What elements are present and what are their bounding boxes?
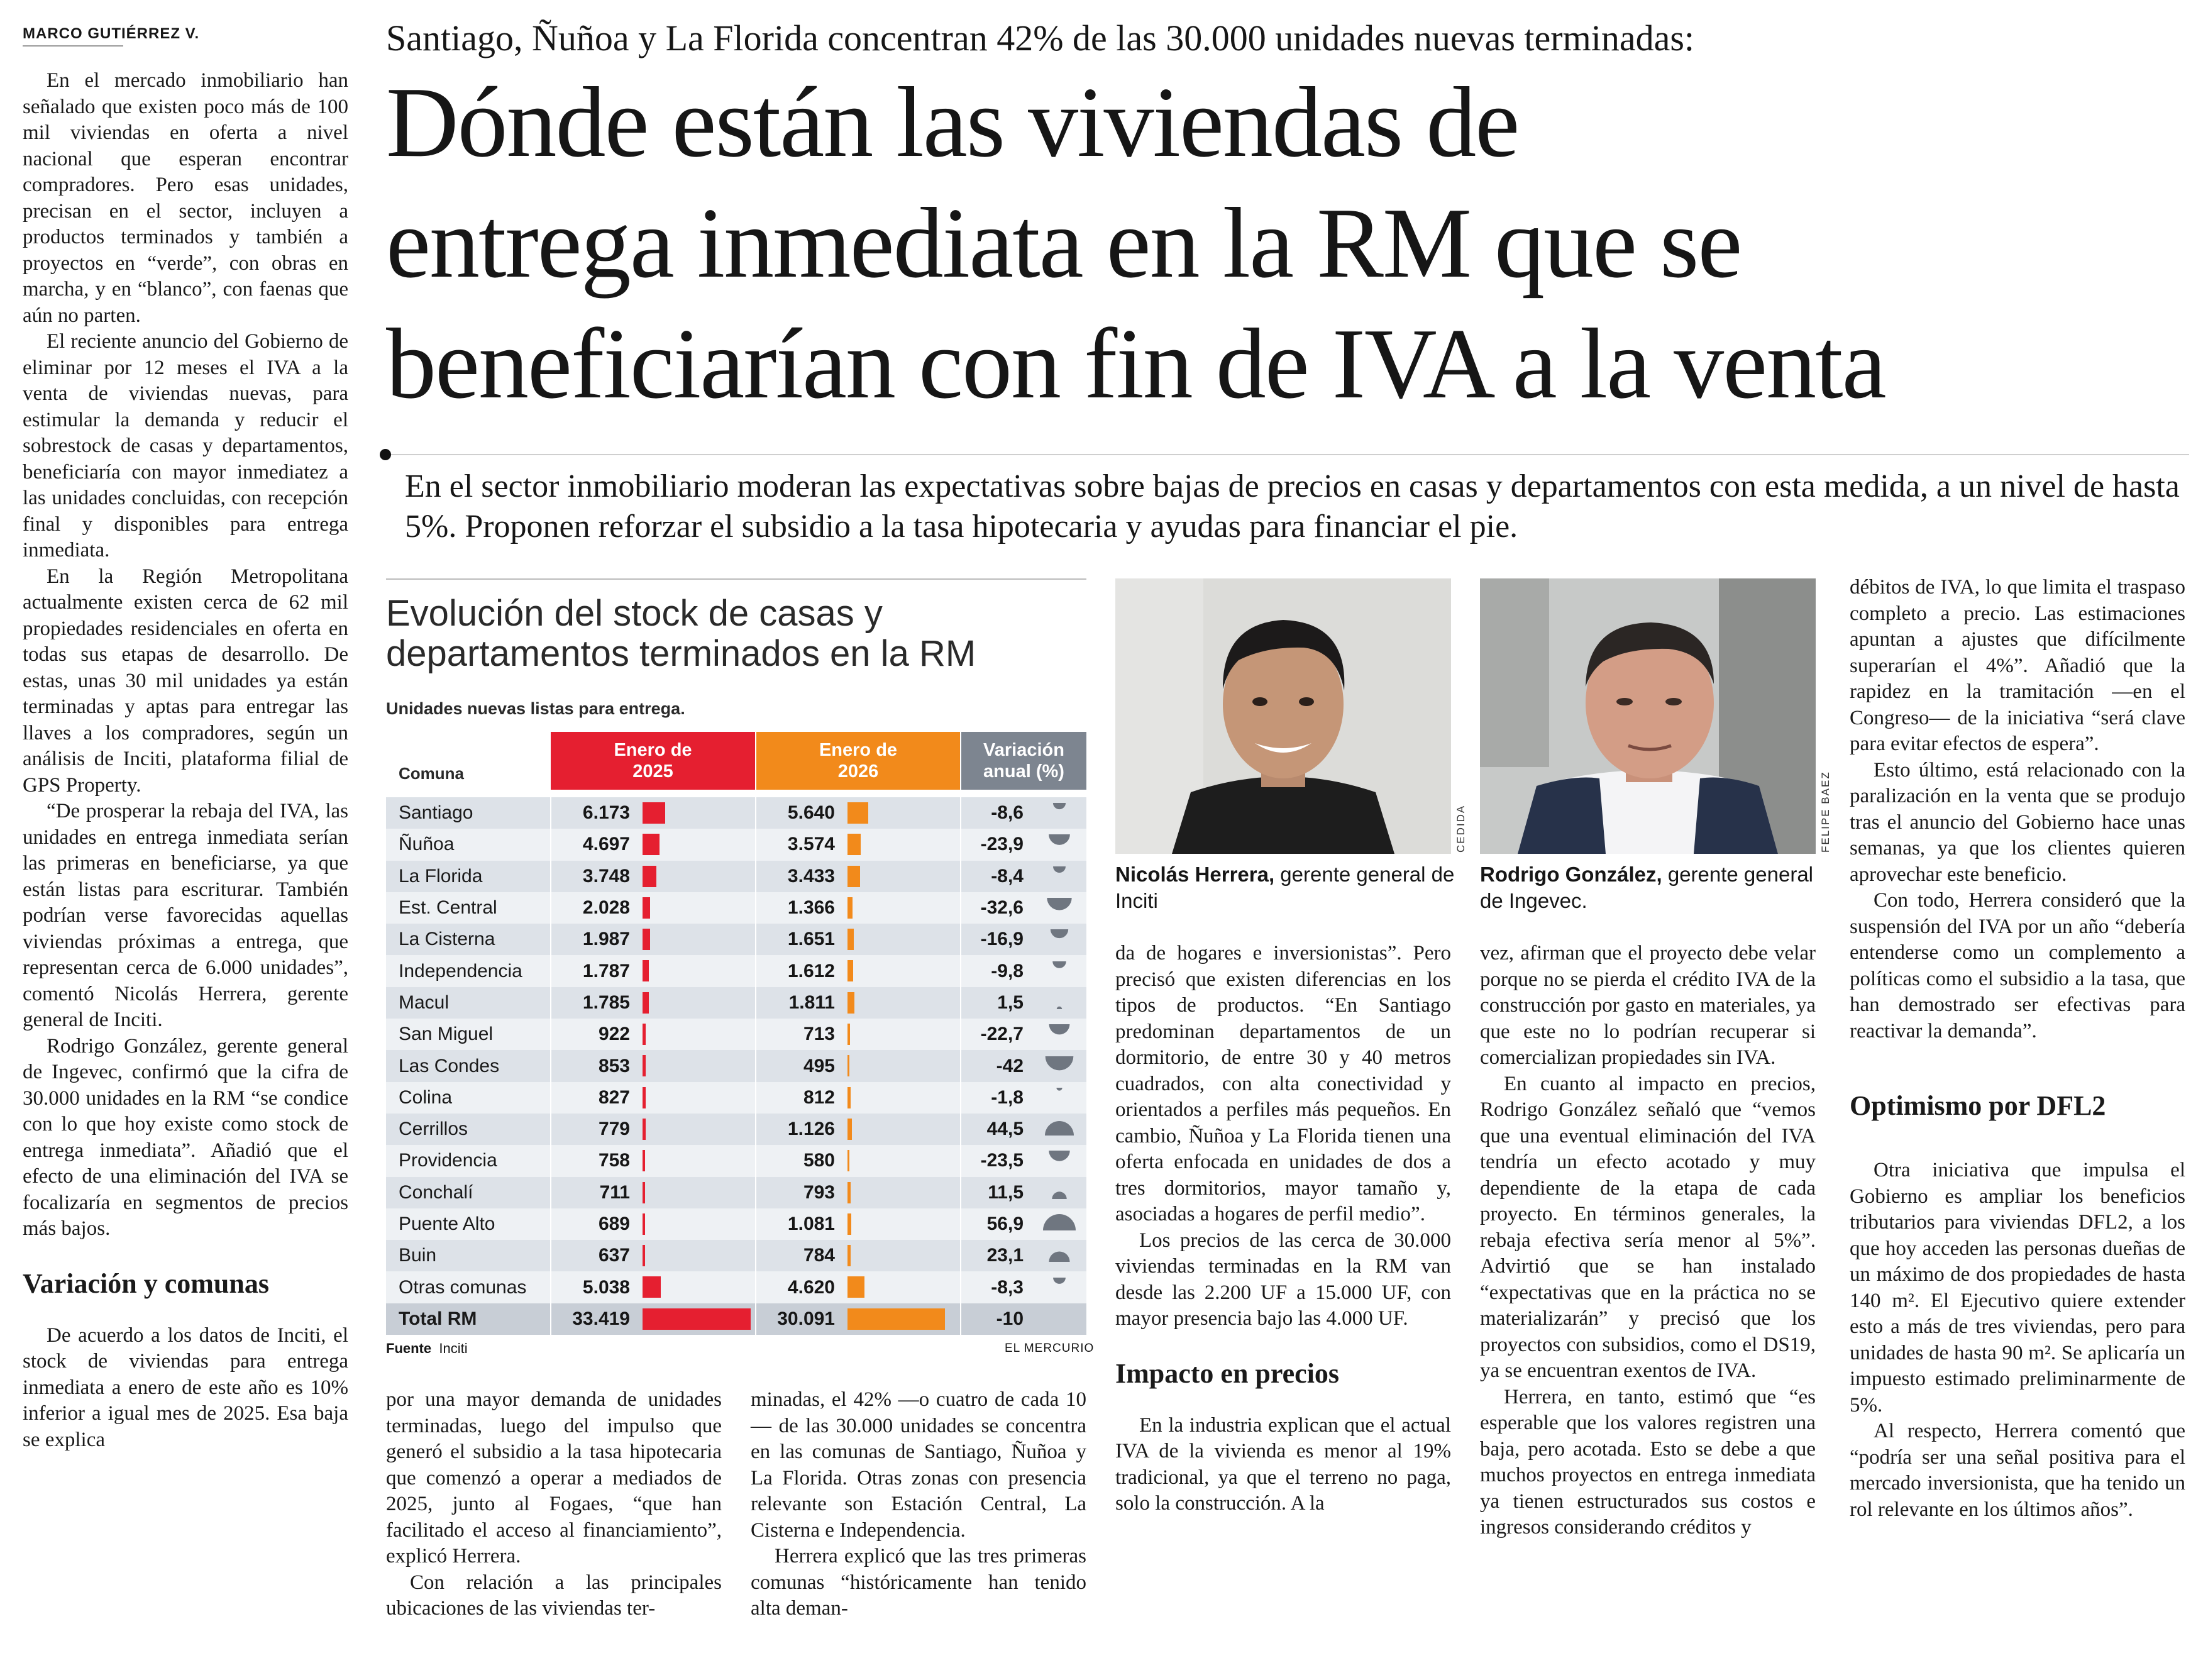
bar-2026 xyxy=(847,1245,851,1266)
comuna-name: La Florida xyxy=(386,861,551,892)
bar-2025 xyxy=(643,929,650,950)
bar-2025 xyxy=(643,897,650,919)
variation-value: 1,5 xyxy=(961,987,1032,1019)
comuna-name: Puente Alto xyxy=(386,1208,551,1240)
comuna-name: Conchalí xyxy=(386,1177,551,1208)
value-2026: 1.366 xyxy=(756,892,844,924)
variation-semicircle-cell xyxy=(1032,1019,1086,1050)
variation-value: -8,6 xyxy=(961,797,1032,829)
variation-semicircle xyxy=(1041,924,1078,949)
variation-semicircle xyxy=(1041,1209,1078,1234)
value-2026: 5.640 xyxy=(756,797,844,829)
bar-2025 xyxy=(643,1245,645,1266)
variation-value: -23,5 xyxy=(961,1145,1032,1176)
photo-credit-1: CEDIDA xyxy=(1455,804,1467,853)
variation-semicircle xyxy=(1041,798,1078,823)
bar-cell-2026 xyxy=(844,1177,961,1208)
bar-cell-2025 xyxy=(639,861,756,892)
value-2026: 713 xyxy=(756,1019,844,1050)
paragraph: En el mercado inmobiliario han señalado que existen poco más de 100 mil viviendas en oferta a nivel nacional que esperan encontrar compradores. Pero esas unidades, precisan en el sector, incluyen a productos terminados y también a proyectos en “verde”, con obras en marcha, y en “blanco”, con faenas que aún no parten. xyxy=(23,69,348,327)
value-2025: 33.419 xyxy=(551,1303,639,1335)
table-total-row xyxy=(386,1303,1086,1335)
variation-value: -32,6 xyxy=(961,892,1032,924)
variation-semicircle-cell xyxy=(1032,829,1086,860)
value-2026: 580 xyxy=(756,1145,844,1176)
variation-value: -42 xyxy=(961,1050,1032,1081)
bar-cell-2025 xyxy=(639,1082,756,1114)
value-2025: 922 xyxy=(551,1019,639,1050)
variation-semicircle xyxy=(1041,1114,1078,1139)
bar-cell-2026 xyxy=(844,1019,961,1050)
bar-2026 xyxy=(847,1213,851,1235)
bar-cell-2026 xyxy=(844,1145,961,1176)
paragraph: Herrera explicó que las tres primeras comunas “históricamente han tenido alta deman- xyxy=(751,1545,1086,1620)
bar-2026 xyxy=(847,992,854,1014)
variation-semicircle-cell xyxy=(1032,1208,1086,1240)
variation-semicircle-cell xyxy=(1032,1177,1086,1208)
bar-2025 xyxy=(643,1308,751,1330)
table-row xyxy=(386,987,1086,1019)
variation-semicircle xyxy=(1041,1146,1078,1171)
bar-2026 xyxy=(847,802,868,824)
variation-value: 44,5 xyxy=(961,1114,1032,1145)
chart-title: Evolución del stock de casas y departamentos terminados en la RM xyxy=(386,593,976,674)
caption-name: Nicolás Herrera, xyxy=(1115,863,1275,886)
comuna-name: Colina xyxy=(386,1082,551,1114)
value-2025: 3.748 xyxy=(551,861,639,892)
variation-semicircle-cell xyxy=(1032,1240,1086,1271)
bar-cell-2025 xyxy=(639,1177,756,1208)
photo-caption-2 xyxy=(1480,861,1822,914)
dek: En el sector inmobiliario moderan las expectativas sobre bajas de precios en casas y departamentos con esta medida, a un nivel de hasta 5%. Proponen reforzar el subsidio a la tasa hipotecaria y ayudas para financiar el pie. xyxy=(405,468,2180,544)
kicker: Santiago, Ñuñoa y La Florida concentran 42% de las 30.000 unidades nuevas terminadas: xyxy=(386,18,1695,58)
table-row xyxy=(386,797,1086,829)
value-2026: 812 xyxy=(756,1082,844,1114)
value-2026: 1.651 xyxy=(756,924,844,955)
bar-cell-2026 xyxy=(844,1082,961,1114)
variation-value: -8,3 xyxy=(961,1271,1032,1303)
variation-semicircle xyxy=(1041,893,1078,918)
bar-cell-2025 xyxy=(639,1271,756,1303)
bar-2026 xyxy=(847,1087,851,1108)
semicircle-down xyxy=(1051,929,1068,938)
value-2025: 6.173 xyxy=(551,797,639,829)
variation-semicircle xyxy=(1041,829,1078,854)
chart-source xyxy=(386,1340,468,1357)
table-row xyxy=(386,892,1086,924)
value-2025: 4.697 xyxy=(551,829,639,860)
paragraph: Con todo, Herrera consideró que la suspensión del IVA por un año “debería entenderse como un complemento a políticas como el subsidio a la tasa, que han demostrado ser efectivas para reactivar la demanda”. xyxy=(1850,889,2185,1042)
paragraph: Otra iniciativa que impulsa el Gobierno es ampliar los beneficios tributarios para viviendas DFL2, a los que hoy acceden las personas dueñas de un máximo de dos propiedades de hasta 140 m². El Ejecutivo quiere extender esto a más de tres viviendas, pero para unidades de hasta 90 m². Se aplicaría un impuesto estimado preliminarmente de 5%. xyxy=(1850,1159,2185,1417)
caption-name: Rodrigo González, xyxy=(1480,863,1662,886)
paragraph: El reciente anuncio del Gobierno de eliminar por 12 meses el IVA a la venta de viviendas nuevas, para estimular la demanda y reducir el sobrestock de casas y departamentos, beneficiaría con mayor inmediatez a las unidades concluidas, con recepción final y disponibles para entrega inmediata. xyxy=(23,330,348,561)
table-row xyxy=(386,1177,1086,1208)
bar-cell-2025 xyxy=(639,829,756,860)
variation-value: -22,7 xyxy=(961,1019,1032,1050)
bar-cell-2026 xyxy=(844,797,961,829)
bar-2025 xyxy=(643,1055,646,1076)
col-header-variacion: Variación anual (%) xyxy=(961,732,1086,790)
col-header-2026: Enero de 2026 xyxy=(756,732,961,790)
subheading: Impacto en precios xyxy=(1115,1357,1340,1389)
paragraph: da de hogares e inversionistas”. Pero precisó que existen diferencias en los tipos de productos. “En Santiago predominan departamentos de un dormitorio, de entre 30 y 40 metros cuadrados, con alta conectividad y orientados a perfiles más pequeños. En cambio, Ñuñoa y La Florida tienen una oferta enfocada en unidades de dos a tres dormitorios, mayor tamaño y, asociadas a hogares de perfil medio”. xyxy=(1115,942,1451,1225)
semicircle-down xyxy=(1046,1056,1074,1070)
bar-cell-2025 xyxy=(639,1240,756,1271)
value-2025: 637 xyxy=(551,1240,639,1271)
bar-cell-2025 xyxy=(639,1145,756,1176)
headline-line: beneficiarían con fin de IVA a la venta xyxy=(386,307,1885,419)
value-2025: 779 xyxy=(551,1114,639,1145)
semicircle-up xyxy=(1052,1191,1066,1199)
variation-semicircle-cell xyxy=(1032,1271,1086,1303)
variation-semicircle xyxy=(1041,956,1078,981)
bar-cell-2026 xyxy=(844,955,961,986)
semicircle-down xyxy=(1053,1278,1066,1284)
paragraph: Con relación a las principales ubicaciones de las viviendas ter- xyxy=(386,1571,722,1620)
table-row xyxy=(386,1240,1086,1271)
value-2026: 1.081 xyxy=(756,1208,844,1240)
variation-semicircle xyxy=(1041,861,1078,887)
bar-cell-2026 xyxy=(844,1114,961,1145)
variation-semicircle xyxy=(1041,1051,1078,1076)
semicircle-down xyxy=(1056,1088,1062,1091)
variation-semicircle-cell xyxy=(1032,1303,1086,1335)
bar-cell-2026 xyxy=(844,829,961,860)
column-4 xyxy=(751,1387,1086,1622)
variation-semicircle xyxy=(1041,1241,1078,1266)
bar-2025 xyxy=(643,1087,646,1108)
source-name: Inciti xyxy=(439,1340,468,1356)
variation-semicircle xyxy=(1041,1083,1078,1108)
bar-2025 xyxy=(643,1119,646,1140)
value-2025: 827 xyxy=(551,1082,639,1114)
paragraph: por una mayor demanda de unidades terminadas, luego del impulso que generó el subsidio a la tasa hipotecaria que comenzó a operar a mediados de 2025, junto al Fogaes, “que han facilitado el acceso al financiamiento”, explicó Herrera. xyxy=(386,1388,722,1567)
bar-2026 xyxy=(847,1024,850,1045)
table-row xyxy=(386,1019,1086,1050)
bar-2026 xyxy=(847,834,861,855)
headline-line: entrega inmediata en la RM que se xyxy=(386,187,1742,299)
bar-cell-2026 xyxy=(844,892,961,924)
paragraph: Herrera, en tanto, estimó que “es esperable que los valores registren una baja, pero acotada. Esto se debe a que muchos proyectos en entrega inmediata ya tienen estructurados sus costos e ingresos considerando créditos y xyxy=(1480,1385,1816,1539)
photo-credit-2: FELIPE BAEZ xyxy=(1819,771,1831,853)
bar-2025 xyxy=(643,1024,646,1045)
bar-cell-2025 xyxy=(639,987,756,1019)
value-2026: 1.811 xyxy=(756,987,844,1019)
value-2026: 3.433 xyxy=(756,861,844,892)
bar-2025 xyxy=(643,1213,645,1235)
photo-nicolas-herrera xyxy=(1115,578,1451,854)
comuna-name: Ñuñoa xyxy=(386,829,551,860)
variation-semicircle-cell xyxy=(1032,987,1086,1019)
chart-subtitle: Unidades nuevas listas para entrega. xyxy=(386,699,685,718)
variation-semicircle-cell xyxy=(1032,1082,1086,1114)
bar-cell-2026 xyxy=(844,987,961,1019)
paragraph: débitos de IVA, lo que limita el traspaso completo a precio. Las estimaciones apuntan a ajustes que difícilmente superarían el 4%”. Añadió que la rapidez en la tramitación —en el Congreso— de la iniciativa “será clave para evitar efectos de espera”. xyxy=(1850,576,2185,755)
caption-role: gerente general de Inciti xyxy=(1115,863,1455,912)
chart-brand: EL MERCURIO xyxy=(1005,1342,1095,1355)
value-2025: 853 xyxy=(551,1050,639,1081)
table-row xyxy=(386,1050,1086,1081)
column-3 xyxy=(386,1387,722,1622)
paragraph: En cuanto al impacto en precios, Rodrigo González señaló que “vemos que una eventual eliminación del IVA tendría un efecto acotado y muy dependiente de la etapa de cada proyecto. En términos generales, la rebaja efectiva sería menor al 5%”. Advirtió que se han instalado “expectativas que en la práctica no se materializarán” y precisó que los proyectos con subsidios, como el DS19, ya se encuentran exentos de IVA. xyxy=(1480,1072,1816,1382)
bar-cell-2026 xyxy=(844,1303,961,1335)
variation-value: -23,9 xyxy=(961,829,1032,860)
bar-2026 xyxy=(847,866,860,887)
table-row xyxy=(386,1145,1086,1176)
value-2025: 1.987 xyxy=(551,924,639,955)
comuna-name: Las Condes xyxy=(386,1050,551,1081)
comuna-name: Buin xyxy=(386,1240,551,1271)
bar-cell-2026 xyxy=(844,1208,961,1240)
bar-2026 xyxy=(847,897,853,919)
comuna-name: Santiago xyxy=(386,797,551,829)
variation-value: -1,8 xyxy=(961,1082,1032,1114)
table-row xyxy=(386,829,1086,860)
value-2025: 1.785 xyxy=(551,987,639,1019)
comuna-name: La Cisterna xyxy=(386,924,551,955)
variation-semicircle xyxy=(1041,1178,1078,1203)
byline: MARCO GUTIÉRREZ V. xyxy=(23,25,200,42)
variation-value: 56,9 xyxy=(961,1208,1032,1240)
bar-2025 xyxy=(643,960,649,981)
source-label: Fuente xyxy=(386,1340,432,1356)
dek-bullet xyxy=(380,449,391,460)
value-2026: 793 xyxy=(756,1177,844,1208)
bar-cell-2025 xyxy=(639,955,756,986)
variation-semicircle-cell xyxy=(1032,1050,1086,1081)
value-2026: 1.126 xyxy=(756,1114,844,1145)
bar-2026 xyxy=(847,1150,849,1171)
bar-cell-2025 xyxy=(639,1050,756,1081)
paragraph: En la Región Metropolitana actualmente existen cerca de 62 mil propiedades residenciales en oferta en todas sus etapas de desarrollo. De estas, unas 30 mil unidades ya están terminadas y aptas para entregar las llaves a los compradores, según un análisis de Inciti, plataforma filial de GPS Property. xyxy=(23,565,348,797)
comuna-name: Cerrillos xyxy=(386,1114,551,1145)
chart-top-rule xyxy=(386,578,1086,580)
variation-semicircle-cell xyxy=(1032,1145,1086,1176)
table-row xyxy=(386,955,1086,986)
variation-semicircle-cell xyxy=(1032,924,1086,955)
headline-line: Dónde están las viviendas de xyxy=(386,66,1519,178)
photo-rodrigo-gonzalez xyxy=(1480,578,1816,854)
semicircle-up xyxy=(1043,1214,1076,1230)
value-2026: 495 xyxy=(756,1050,844,1081)
semicircle-up xyxy=(1057,1007,1062,1009)
bar-cell-2026 xyxy=(844,1271,961,1303)
variation-semicircle-cell xyxy=(1032,1114,1086,1145)
bar-2025 xyxy=(643,1182,645,1203)
comuna-name: Otras comunas xyxy=(386,1271,551,1303)
subheading: Optimismo por DFL2 xyxy=(1850,1090,2106,1121)
paragraph: Rodrigo González, gerente general de Ingevec, confirmó que la cifra de 30.000 unidades en la RM “se condice con lo que hoy existe como stock de entrega inmediata”. Añadió que el efecto de una eliminación del IVA se focalizaría en segmentos de precios más bajos. xyxy=(23,1034,348,1240)
bar-cell-2025 xyxy=(639,892,756,924)
variation-semicircle xyxy=(1041,1273,1078,1298)
paragraph: En la industria explican que el actual IVA de la vivienda es menor al 19% tradicional, ya que el terreno no paga, solo la construcción. A la xyxy=(1115,1413,1451,1515)
dek-rule xyxy=(391,454,2189,455)
comuna-name: Est. Central xyxy=(386,892,551,924)
semicircle-up xyxy=(1049,1252,1069,1263)
bar-cell-2025 xyxy=(639,1303,756,1335)
table-row xyxy=(386,1208,1086,1240)
comuna-name: Total RM xyxy=(386,1303,551,1335)
value-2025: 5.038 xyxy=(551,1271,639,1303)
semicircle-down xyxy=(1053,866,1066,873)
table-row xyxy=(386,861,1086,892)
column-5 xyxy=(1115,941,1451,1517)
value-2025: 1.787 xyxy=(551,955,639,986)
table-row xyxy=(386,1114,1086,1145)
semicircle-up xyxy=(1045,1121,1074,1136)
photo-caption-1 xyxy=(1115,861,1457,914)
value-2026: 30.091 xyxy=(756,1303,844,1335)
value-2026: 784 xyxy=(756,1240,844,1271)
variation-semicircle xyxy=(1041,1019,1078,1044)
variation-semicircle xyxy=(1041,988,1078,1013)
bar-2026 xyxy=(847,960,853,981)
paragraph: Al respecto, Herrera comentó que “podría ser una señal positiva para el mercado inversionista, que ha tenido un rol relevante en los últimos años”. xyxy=(1850,1420,2185,1521)
stock-table xyxy=(386,732,1086,1335)
paragraph: vez, afirman que el proyecto debe velar porque no se pierda el crédito IVA de la construcción por gasto en materiales, ya que este no lo podrían recuperar si comercializan propiedades sin IVA. xyxy=(1480,942,1816,1069)
paragraph: “De prosperar la rebaja del IVA, las unidades en entrega inmediata serían las primeras en beneficiarse, ya que están listas para escriturar. También podrían verse favorecidas aquellas viviendas próximas a entrega, que representan cerca de 6.000 unidades”, comentó Nicolás Herrera, gerente general de Inciti. xyxy=(23,800,348,1031)
bar-cell-2026 xyxy=(844,861,961,892)
variation-semicircle-cell xyxy=(1032,892,1086,924)
value-2025: 689 xyxy=(551,1208,639,1240)
comuna-name: Independencia xyxy=(386,955,551,986)
semicircle-down xyxy=(1047,898,1071,910)
variation-value: -16,9 xyxy=(961,924,1032,955)
bar-2025 xyxy=(643,834,660,855)
semicircle-down xyxy=(1049,1151,1069,1161)
column-6 xyxy=(1480,941,1816,1541)
variation-value: -9,8 xyxy=(961,955,1032,986)
variation-value: -8,4 xyxy=(961,861,1032,892)
variation-semicircle-cell xyxy=(1032,797,1086,829)
bar-2026 xyxy=(847,1182,851,1203)
paragraph: Esto último, está relacionado con la paralización en la venta que se produjo tras el anuncio del Gobierno hace unas semanas, ya que los clientes quieren aprovechar este beneficio. xyxy=(1850,758,2185,886)
byline-rule xyxy=(23,45,123,47)
subheading: Variación y comunas xyxy=(23,1268,269,1299)
bar-2026 xyxy=(847,1308,945,1330)
bar-cell-2026 xyxy=(844,924,961,955)
paragraph: Los precios de las cerca de 30.000 viviendas terminadas en la RM van desde las 2.200 UF a 15.000 UF, con mayor presencia bajo las 4.000 UF. xyxy=(1115,1229,1451,1330)
col-header-comuna: Comuna xyxy=(386,732,551,790)
bar-2025 xyxy=(643,866,656,887)
paragraph: De acuerdo a los datos de Inciti, el stock de viviendas para entrega inmediata a enero de este año es 10% inferior a igual mes de 2025. Esa baja se explica xyxy=(23,1324,348,1451)
bar-2025 xyxy=(643,1150,645,1171)
value-2025: 711 xyxy=(551,1177,639,1208)
bar-cell-2026 xyxy=(844,1240,961,1271)
bar-cell-2025 xyxy=(639,1208,756,1240)
col-header-2025: Enero de 2025 xyxy=(551,732,756,790)
table-row xyxy=(386,1082,1086,1114)
value-2026: 4.620 xyxy=(756,1271,844,1303)
bar-2025 xyxy=(643,1276,661,1298)
column-1 xyxy=(23,68,348,1453)
semicircle-down xyxy=(1049,834,1070,845)
variation-semicircle-cell xyxy=(1032,955,1086,986)
variation-value: -10 xyxy=(961,1303,1032,1335)
value-2026: 1.612 xyxy=(756,955,844,986)
table-row xyxy=(386,924,1086,955)
comuna-name: Providencia xyxy=(386,1145,551,1176)
table-row xyxy=(386,1271,1086,1303)
comuna-name: San Miguel xyxy=(386,1019,551,1050)
column-7 xyxy=(1850,575,2185,1523)
caption-role: gerente general de Ingevec. xyxy=(1480,863,1814,912)
semicircle-down xyxy=(1052,961,1066,968)
value-2025: 758 xyxy=(551,1145,639,1176)
variation-semicircle-cell xyxy=(1032,861,1086,892)
bar-cell-2025 xyxy=(639,924,756,955)
bar-cell-2026 xyxy=(844,1050,961,1081)
bar-2026 xyxy=(847,1119,852,1140)
bar-2026 xyxy=(847,1276,864,1298)
value-2026: 3.574 xyxy=(756,829,844,860)
bar-2025 xyxy=(643,992,649,1014)
semicircle-down xyxy=(1053,803,1066,809)
comuna-name: Macul xyxy=(386,987,551,1019)
variation-value: 11,5 xyxy=(961,1177,1032,1208)
bar-2026 xyxy=(847,929,854,950)
value-2025: 2.028 xyxy=(551,892,639,924)
headline xyxy=(386,62,2197,424)
variation-value: 23,1 xyxy=(961,1240,1032,1271)
bar-2026 xyxy=(847,1055,849,1076)
bar-cell-2025 xyxy=(639,1114,756,1145)
bar-cell-2025 xyxy=(639,797,756,829)
bar-2025 xyxy=(643,802,665,824)
bar-cell-2025 xyxy=(639,1019,756,1050)
semicircle-down xyxy=(1049,1024,1070,1034)
paragraph: minadas, el 42% —o cuatro de cada 10— de las 30.000 unidades se concentra en las comunas de Santiago, Ñuñoa y La Florida. Otras zonas con presencia relevante son Estación Central, La Cisterna e Independencia. xyxy=(751,1388,1086,1542)
